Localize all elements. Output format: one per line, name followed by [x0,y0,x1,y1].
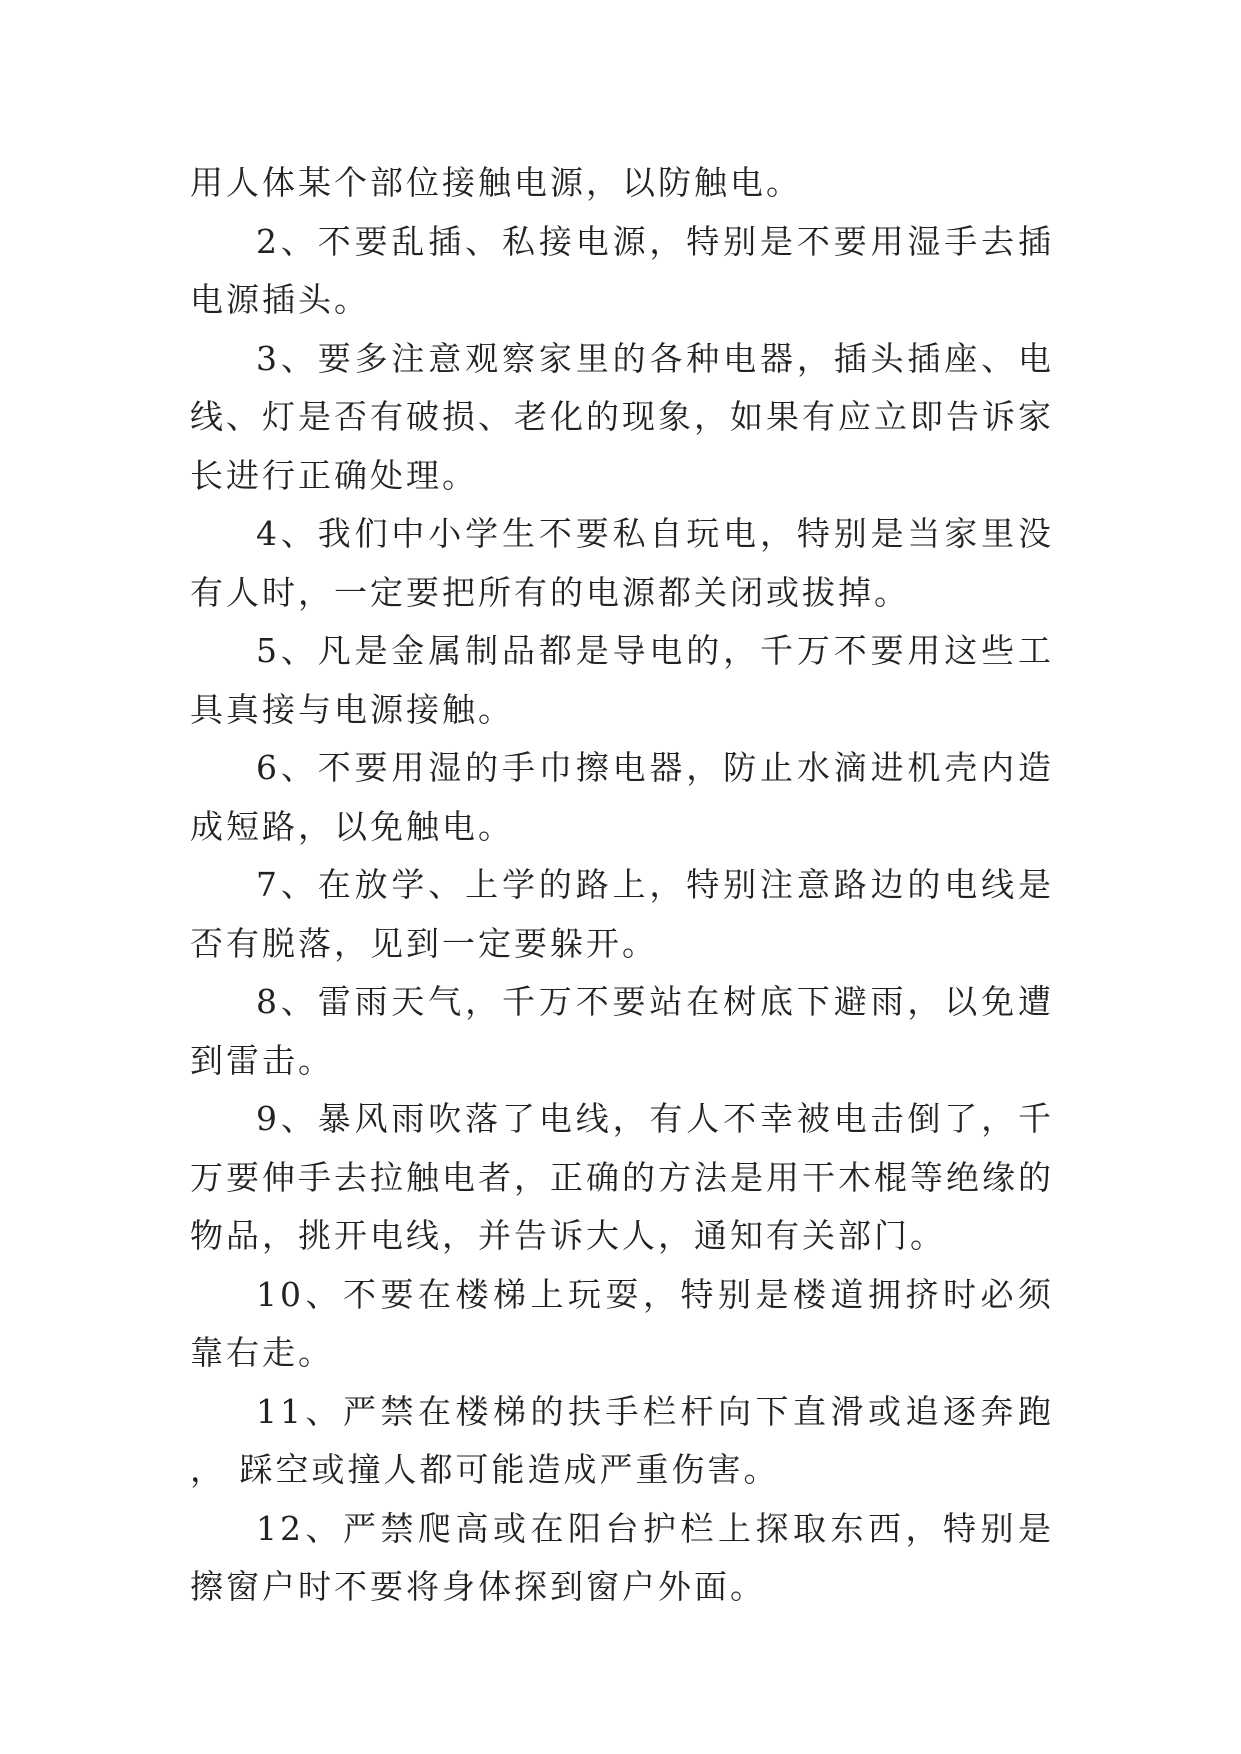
paragraph-item-10: 10、不要在楼梯上玩耍，特别是楼道拥挤时必须靠右走。 [190,1274,1054,1372]
paragraph-item-4: 4、我们中小学生不要私自玩电，特别是当家里没有人时，一定要把所有的电源都关闭或拔掉。 [190,514,1054,612]
paragraph-item-2: 2、不要乱插、私接电源，特别是不要用湿手去插电源插头。 [190,221,1054,319]
paragraph-item-8: 8、雷雨天气，千万不要站在树底下避雨，以免遭到雷击。 [190,982,1054,1080]
paragraph-continuation: 用人体某个部位接触电源，以防触电。 [190,163,802,202]
paragraph-item-11: 11、严禁在楼梯的扶手栏杆向下直滑或追逐奔跑 ， 踩空或撞人都可能造成严重伤害。 [190,1391,1054,1489]
document-body [190,154,1054,1617]
paragraph-item-9: 9、暴风雨吹落了电线，有人不幸被电击倒了，千万要伸手去拉触电者，正确的方法是用干木棍等绝缘的物品，挑开电线，并告诉大人，通知有关部门。 [190,1099,1054,1255]
paragraph-item-5: 5、凡是金属制品都是导电的，千万不要用这些工具真接与电源接触。 [190,631,1054,729]
paragraph-item-7: 7、在放学、上学的路上，特别注意路边的电线是否有脱落，见到一定要躲开。 [190,865,1054,963]
paragraph-item-3: 3、要多注意观察家里的各种电器，插头插座、电线、灯是否有破损、老化的现象，如果有应立即告诉家长进行正确处理。 [190,338,1054,495]
paragraph-item-12: 12、严禁爬高或在阳台护栏上探取东西，特别是擦窗户时不要将身体探到窗户外面。 [190,1508,1054,1606]
paragraph-item-6: 6、不要用湿的手巾擦电器，防止水滴进机壳内造成短路，以免触电。 [190,748,1054,846]
